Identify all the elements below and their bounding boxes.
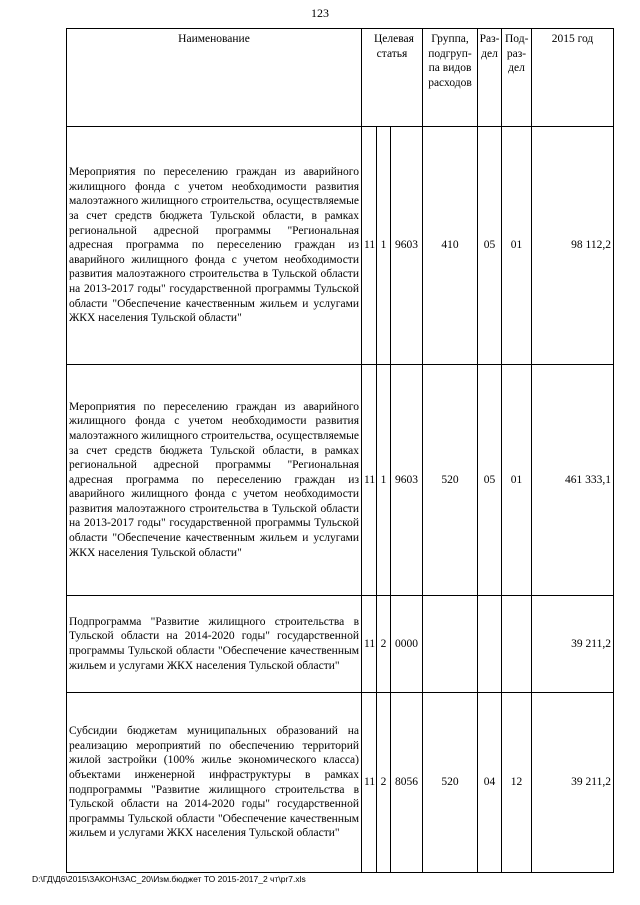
code-direction: 9603 — [391, 127, 423, 365]
budget-table — [66, 28, 614, 873]
amount-2015: 39 211,2 — [532, 693, 614, 873]
row-name: Субсидии бюджетам муниципальных образований на реализацию мероприятий по обеспечению территорий жилой застройки (100% жилье экономического класса) объектами инженерной инфраструктуры в рамках подпрограммы "Развитие жилищного строительства в Тульской области на 2014-2020 годы" государственной программы Тульской области "Обеспечение качественным жильем и услугами ЖКХ населения Тульской области" — [67, 693, 362, 873]
code-program: 11 — [362, 365, 377, 596]
subsection: 01 — [502, 127, 532, 365]
header-year: 2015 год — [532, 29, 614, 127]
subsection — [502, 596, 532, 693]
file-path-footer: D:\ГД\Д6\2015\ЗАКОН\ЗАС_20\Изм.бюджет ТО 2015-2017_2 чт\pr7.xls — [32, 874, 306, 884]
header-name: Наименование — [67, 29, 362, 127]
expense-group — [423, 596, 478, 693]
expense-group: 520 — [423, 365, 478, 596]
expense-group: 410 — [423, 127, 478, 365]
header-section: Раз-дел — [478, 29, 502, 127]
row-name: Подпрограмма "Развитие жилищного строительства в Тульской области на 2014-2020 годы" государственной программы Тульской области "Обеспечение качественным жильем и услугами ЖКХ населения Тульской области" — [67, 596, 362, 693]
table-row — [67, 596, 614, 693]
section: 05 — [478, 365, 502, 596]
code-direction: 9603 — [391, 365, 423, 596]
table-row — [67, 365, 614, 596]
subsection: 01 — [502, 365, 532, 596]
code-program: 11 — [362, 693, 377, 873]
code-direction: 8056 — [391, 693, 423, 873]
table-row — [67, 693, 614, 873]
code-program: 11 — [362, 596, 377, 693]
row-name: Мероприятия по переселению граждан из аварийного жилищного фонда с учетом необходимости развития малоэтажного жилищного строительства, осуществляемые за счет средств бюджета Тульской области, в рамках региональной адресной программы "Региональная адресная программа по переселению граждан из аварийного жилищного фонда с учетом необходимости развития малоэтажного строительства в Тульской области на 2013-2017 годы" государственной программы Тульской области "Обеспечение качественным жильем и услугами ЖКХ населения Тульской области" — [67, 127, 362, 365]
code-subprogram: 1 — [377, 365, 391, 596]
code-subprogram: 2 — [377, 596, 391, 693]
amount-2015: 39 211,2 — [532, 596, 614, 693]
amount-2015: 461 333,1 — [532, 365, 614, 596]
header-subsection: Под-раз-дел — [502, 29, 532, 127]
code-program: 11 — [362, 127, 377, 365]
section: 05 — [478, 127, 502, 365]
row-name: Мероприятия по переселению граждан из аварийного жилищного фонда с учетом необходимости развития малоэтажного жилищного строительства, осуществляемые за счет средств бюджета Тульской области, в рамках региональной адресной программы "Региональная адресная программа по переселению граждан из аварийного жилищного фонда с учетом необходимости развития малоэтажного строительства в Тульской области на 2013-2017 годы" государственной программы Тульской области "Обеспечение качественным жильем и услугами ЖКХ населения Тульской области" — [67, 365, 362, 596]
section: 04 — [478, 693, 502, 873]
code-subprogram: 2 — [377, 693, 391, 873]
header-group: Группа, подгруп-па видов расходов — [423, 29, 478, 127]
expense-group: 520 — [423, 693, 478, 873]
subsection: 12 — [502, 693, 532, 873]
header-target-article: Целевая статья — [362, 29, 423, 127]
table-row — [67, 127, 614, 365]
page-number: 123 — [311, 6, 329, 20]
code-subprogram: 1 — [377, 127, 391, 365]
section — [478, 596, 502, 693]
amount-2015: 98 112,2 — [532, 127, 614, 365]
code-direction: 0000 — [391, 596, 423, 693]
